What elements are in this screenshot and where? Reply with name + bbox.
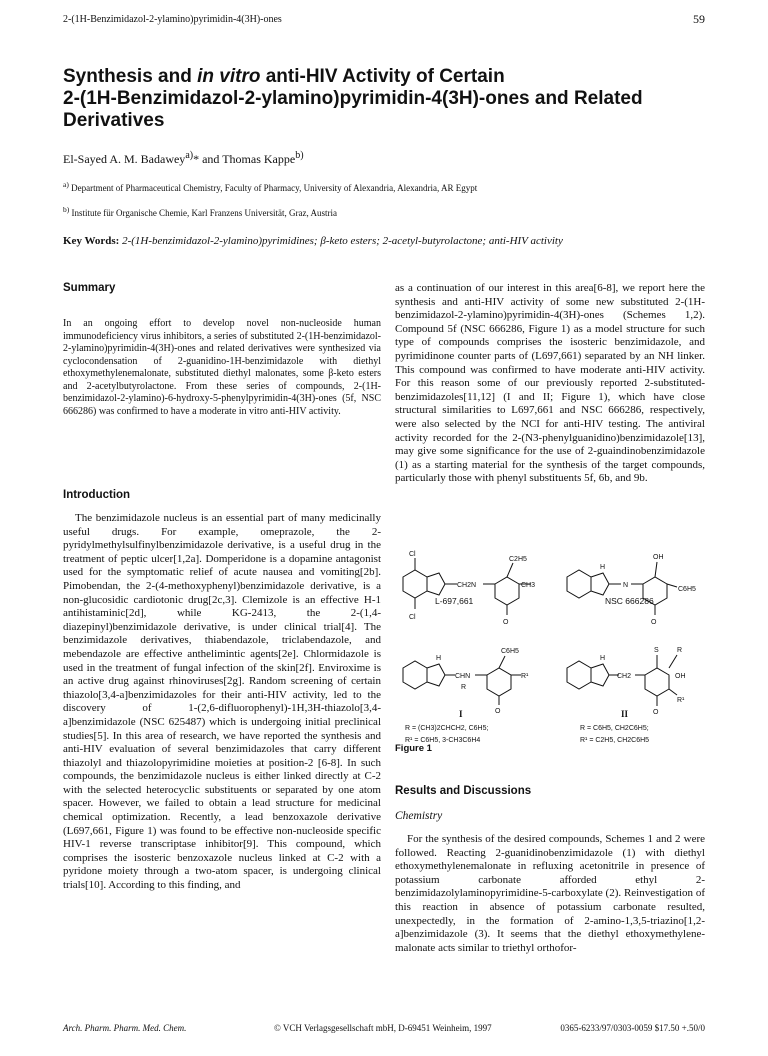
atom-o: O	[495, 708, 501, 715]
atom-c6h5: C6H5	[678, 586, 696, 593]
atom-r1: R¹	[677, 697, 685, 704]
author-1: El-Sayed A. M. Badawey	[63, 152, 186, 166]
title-italic: in vitro	[197, 66, 261, 87]
figure-1	[395, 545, 705, 745]
affiliation-a	[63, 180, 477, 193]
atom-o: O	[651, 619, 657, 626]
affiliation-a-text: Department of Pharmaceutical Chemistry, Faculty of Pharmacy, University of Alexandria, Alexandria, AR Egypt	[71, 183, 478, 193]
title-part: Synthesis and	[63, 66, 198, 87]
oxazole-ring	[427, 573, 445, 595]
right-column-text: as a continuation of our interest in this area[6-8], we report here the synthesis and anti-HIV activity of some new substituted 2-(1H-benzimidazol-2-ylamino)pyrimidin-4(3H)-ones (Schemes 1,2). Compound 5f (NSC 666286, Figure 1) as a model structure for such type of compounds comprises the isosteric benzimidazole, and pyrimidinone counter parts of (L697,661) separated by an NH linker. This compound was confirmed to have moderate anti-HIV activity. For this reason some of our previously reported 2-substituted-benzimidazoles[11,12] (I and II; Figure 1), which have close structural similarities to L697,661 and NSC 666286, respectively, were also selected by the NCI for anti-HIV testing. The antiviral activity recorded for the 2-(N3-phenylguanidino)benzimidazole[13], may give some significance for the use of 2-guaindinobenzimidazole (1) as a starting material for the synthesis of the target compounds, particularly those with phenyl substituents 5f, 6b, and 9b.	[395, 282, 705, 485]
running-head: 2-(1H-Benzimidazol-2-ylamino)pyrimidin-4(3H)-ones	[63, 14, 282, 25]
atom-r: R	[461, 684, 467, 691]
author-and: and	[199, 152, 223, 166]
affiliation-b-text: Institute für Organische Chemie, Karl Franzens Universität, Graz, Austria	[71, 208, 338, 218]
atom-h: H	[600, 655, 606, 662]
imidazole-ring	[427, 664, 445, 686]
atom-h: H	[600, 564, 606, 571]
keywords	[63, 235, 723, 247]
atom-ch3: CH3	[521, 582, 536, 589]
affiliation-b-mark: b)	[63, 205, 70, 214]
legend-I-R: R = (CH3)2CHCH2, C6H5;	[405, 725, 489, 732]
author-2-mark: b)	[295, 150, 304, 161]
label-l697: L-697,661	[435, 596, 474, 606]
corresponding-star: *	[193, 152, 200, 166]
author-1-mark: a)	[185, 150, 194, 161]
benzene-ring	[403, 570, 427, 598]
atom-o: O	[653, 709, 659, 716]
atom-oh: OH	[675, 673, 686, 680]
chemistry-text: For the synthesis of the desired compounds, Schemes 1 and 2 were followed. Reacting 2-guanidinobenzimidazole (1) with diethyl ethoxymethylenemalonate in refluxing acetonitrile in presence of potassium carbonate afforded ethyl 2-benzimidazolylaminopyrimidine-5-carboxylate (2). Reinvestigation of this reaction in absence of potassium carbonate resulted, unexpectedly, in the formation of 2-amino-1,3,5-triazino[1,2-a]benzimidazole (3). It seems that the diethyl ethoxymethylene-malonate acts similar to triethyl orthofor-	[395, 833, 705, 954]
imidazole-ring	[591, 573, 609, 595]
atom-c6h5: C6H5	[501, 648, 519, 655]
introduction-text: The benzimidazole nucleus is an essential part of many medicinally useful drugs. For example, omeprazole, the 2-pyridylmethylsulfinylbenzimidazole derivative, is a useful drug in the treatment of peptic ulcer[1,2a]. Domperidone is a dopamine antagonist used for the symptomatic relief of acute nausea and vomiting[2b]. Pimobendan, the 2-(4-methoxyphenyl)benzimidazole derivative, is a non-glucosidic cardiotonic drug[2c,3]. Clemizole is an effective H-1 antihistaminic[2d], while KG-2413, the 2-(1,4-diazepinyl)benzimidazole derivative, is under clinical trial[4]. The benzimidazole derivatives, thiabendazole, triclabendazole, and mebendazole are effective anthelimintic agents[2e]. Chlormidazole is used in the treatment of fungal infection of the skin[2f]. Enviroxime is an active drug against rhinoviruses[2g]. Random screening of certain thiazolo[3,4-a]benzimidazoles for their anti-HIV activity, led to the discovery of 1-(2,6-difluorophenyl)-1H,3H-thiazolo[3,4-a]benzimidazole (NSC 625487) which is undergoing initial preclinical studies[5]. In this area of research, we have reported the synthesis and anti-HIV evaluation of several benzimidazoles that carry different thiazolyl and thiazolopyrimidine moieties at position-2 [6-8]. In such compounds, the benzimidazole nucleus is either linked directly at C-2 with the selected heterocyclic substituents or separated by one atom spacer. However, we failed to obtain a lead structure for medicinal chemical optimization. Recently, a lead benzoxazole derivative (L697,661, Figure 1) was found to be effective non-nucleoside specific HIV-1 reverse transcriptase inhibitor[9]. This compound, which comprises the isosteric benzoxazole nucleus linked at C-2 with a pyridone moiety through a two-atom spacer, is undergoing clinical trials[10]. According to this finding, and	[63, 512, 381, 892]
footer-publisher: © VCH Verlagsgesellschaft mbH, D-69451 Weinheim, 1997	[274, 1023, 492, 1033]
summary-heading: Summary	[63, 282, 116, 294]
footer-code: 0365-6233/97/0303-0059 $17.50 +.50/0	[560, 1023, 705, 1033]
footer-journal: Arch. Pharm. Pharm. Med. Chem.	[63, 1023, 187, 1033]
atom-h: H	[436, 655, 442, 662]
pyridone-ring	[495, 577, 519, 605]
page-number: 59	[693, 12, 705, 26]
pyridone-ring	[487, 668, 511, 696]
atom-n: N	[623, 582, 629, 589]
atom-cl: Cl	[409, 551, 416, 558]
atom-oh: OH	[653, 554, 664, 561]
chemistry-subheading: Chemistry	[395, 810, 443, 822]
label-nsc: NSC 666286	[605, 596, 654, 606]
results-heading: Results and Discussions	[395, 785, 532, 797]
affiliation-a-mark: a)	[63, 180, 69, 189]
title-part: anti-HIV Activity of Certain	[260, 66, 505, 87]
atom-cl: Cl	[409, 614, 416, 621]
legend-I-R1: R¹ = C6H5, 3-CH3C6H4	[405, 737, 481, 744]
benzene-ring	[567, 570, 591, 598]
figure-caption: Figure 1	[395, 743, 432, 754]
benzene-ring	[567, 661, 591, 689]
authors	[63, 150, 304, 167]
imidazole-ring	[591, 664, 609, 686]
paper-title	[63, 66, 723, 132]
atom-r1: R¹	[521, 673, 529, 680]
legend-II-R1: R¹ = C2H5, CH2C6H5	[580, 737, 650, 744]
keywords-label: Key Words:	[63, 235, 120, 247]
benzene-ring	[403, 661, 427, 689]
atom-ch2: CH2	[617, 673, 632, 680]
title-line-3: Derivatives	[63, 110, 165, 131]
label-I: I	[459, 709, 463, 719]
summary-text: In an ongoing effort to develop novel non-nucleoside human immunodeficiency virus inhibitors, a series of substituted 2-(1H-benzimidazol-2-ylamino)pyrimidin-4(3H)-ones and related derivatives were synthesized via cyclocondensation of 2-guanidino-1H-benzimidazole with diethyl ethoxymethylenemalonate, substituted diethyl malonates, some β-keto esters and 2-acetylbutyrolactone. From these series of compounds, 2-(1H-benzimidazol-2-ylamino)-6-hydroxy-5-phenylpyrimidin-4(3H)-ones (5f, NSC 666286) was confirmed to have a moderate in vitro anti-HIV activity.	[63, 318, 381, 417]
label-II: II	[621, 709, 629, 719]
legend-II-R: R = C6H5, CH2C6H5;	[580, 725, 649, 732]
introduction-heading: Introduction	[63, 489, 131, 501]
title-line-2: 2-(1H-Benzimidazol-2-ylamino)pyrimidin-4(3H)-ones and Related	[63, 88, 643, 109]
atom-chn: CHN	[455, 673, 471, 680]
thioxopyrimidine-ring	[645, 668, 669, 696]
keywords-text: 2-(1H-benzimidazol-2-ylamino)pyrimidines; β-keto esters; 2-acetyl-butyrolactone; anti-HIV activity	[119, 235, 563, 247]
affiliation-b	[63, 205, 337, 218]
atom-s: S	[654, 647, 659, 654]
author-2: Thomas Kappe	[222, 152, 296, 166]
atom-r: R	[677, 647, 683, 654]
atom-ch2hn: CH2N	[457, 582, 477, 589]
atom-o: O	[503, 619, 509, 626]
atom-c2h5: C2H5	[509, 556, 527, 563]
